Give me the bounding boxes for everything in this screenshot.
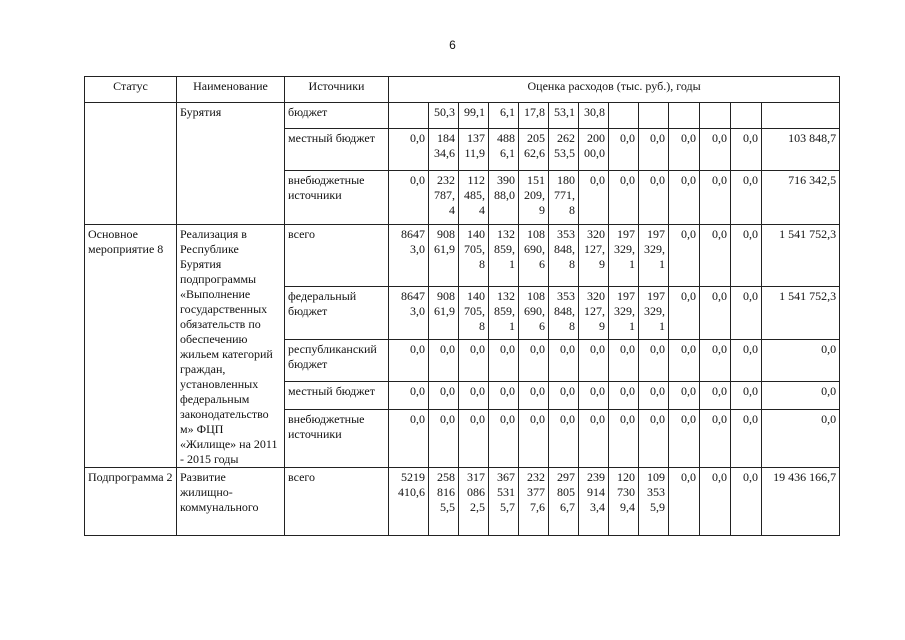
header-sources: Источники — [285, 77, 389, 103]
value-cell: 0,0 — [579, 409, 609, 467]
continuation-name: Бурятия — [177, 103, 285, 225]
value-cell: 908 61,9 — [429, 286, 459, 339]
value-cell: 99,1 — [459, 103, 489, 129]
value-cell — [639, 103, 669, 129]
value-cell: 232 377 7,6 — [519, 468, 549, 536]
value-cell: 320 127, 9 — [579, 225, 609, 287]
value-cell: 197 329, 1 — [609, 225, 639, 287]
value-cell: 0,0 — [609, 382, 639, 410]
value-cell: 0,0 — [731, 225, 762, 287]
value-cell: 8647 3,0 — [389, 286, 429, 339]
value-cell: 0,0 — [639, 339, 669, 381]
value-cell: 0,0 — [731, 409, 762, 467]
source-cell: внебюджетные источники — [285, 171, 389, 225]
value-cell: 367 531 5,7 — [489, 468, 519, 536]
total-cell: 0,0 — [762, 409, 840, 467]
value-cell: 0,0 — [669, 339, 700, 381]
value-cell: 0,0 — [489, 339, 519, 381]
value-cell: 0,0 — [700, 171, 731, 225]
value-cell: 132 859, 1 — [489, 225, 519, 287]
value-cell: 0,0 — [731, 286, 762, 339]
value-cell: 0,0 — [700, 382, 731, 410]
value-cell: 0,0 — [579, 171, 609, 225]
header-name: Наименование — [177, 77, 285, 103]
page-number: 6 — [449, 38, 456, 52]
table-row — [85, 225, 840, 287]
value-cell: 108 690, 6 — [519, 225, 549, 287]
value-cell: 320 127, 9 — [579, 286, 609, 339]
value-cell: 0,0 — [609, 129, 639, 171]
value-cell: 197 329, 1 — [639, 286, 669, 339]
value-cell: 0,0 — [669, 409, 700, 467]
value-cell: 197 329, 1 — [639, 225, 669, 287]
value-cell: 0,0 — [389, 339, 429, 381]
value-cell: 0,0 — [700, 225, 731, 287]
value-cell: 5219 410,6 — [389, 468, 429, 536]
value-cell: 140 705, 8 — [459, 286, 489, 339]
value-cell: 0,0 — [639, 129, 669, 171]
value-cell: 0,0 — [389, 129, 429, 171]
value-cell: 0,0 — [731, 339, 762, 381]
total-cell: 0,0 — [762, 339, 840, 381]
value-cell: 0,0 — [579, 339, 609, 381]
value-cell: 0,0 — [669, 129, 700, 171]
value-cell: 6,1 — [489, 103, 519, 129]
value-cell: 50,3 — [429, 103, 459, 129]
subprogram2-status: Подпрограмма 2 — [85, 468, 177, 536]
measure8-status: Основное мероприятие 8 — [85, 225, 177, 468]
value-cell: 0,0 — [639, 382, 669, 410]
value-cell — [609, 103, 639, 129]
header-status: Статус — [85, 77, 177, 103]
subprogram2-name: Развитие жилищно- коммунального — [177, 468, 285, 536]
value-cell: 53,1 — [549, 103, 579, 129]
value-cell: 0,0 — [639, 409, 669, 467]
source-cell: всего — [285, 468, 389, 536]
value-cell: 197 329, 1 — [609, 286, 639, 339]
value-cell: 0,0 — [579, 382, 609, 410]
total-cell: 103 848,7 — [762, 129, 840, 171]
value-cell: 0,0 — [609, 339, 639, 381]
total-cell — [762, 103, 840, 129]
total-cell: 1 541 752,3 — [762, 225, 840, 287]
value-cell — [669, 103, 700, 129]
value-cell: 908 61,9 — [429, 225, 459, 287]
value-cell: 0,0 — [700, 409, 731, 467]
value-cell: 0,0 — [609, 409, 639, 467]
source-cell: федеральный бюджет — [285, 286, 389, 339]
continuation-status — [85, 103, 177, 225]
value-cell: 0,0 — [731, 382, 762, 410]
value-cell: 0,0 — [549, 409, 579, 467]
source-cell: всего — [285, 225, 389, 287]
value-cell: 0,0 — [429, 409, 459, 467]
value-cell: 0,0 — [389, 171, 429, 225]
value-cell: 132 859, 1 — [489, 286, 519, 339]
value-cell: 112 485, 4 — [459, 171, 489, 225]
value-cell: 0,0 — [669, 382, 700, 410]
value-cell: 0,0 — [669, 468, 700, 536]
value-cell: 0,0 — [429, 382, 459, 410]
value-cell: 0,0 — [489, 409, 519, 467]
value-cell: 232 787, 4 — [429, 171, 459, 225]
value-cell: 0,0 — [731, 468, 762, 536]
value-cell: 8647 3,0 — [389, 225, 429, 287]
value-cell: 0,0 — [669, 286, 700, 339]
header-row — [85, 77, 840, 103]
value-cell — [389, 103, 429, 129]
value-cell: 109 353 5,9 — [639, 468, 669, 536]
value-cell: 108 690, 6 — [519, 286, 549, 339]
value-cell: 0,0 — [669, 171, 700, 225]
value-cell: 0,0 — [700, 129, 731, 171]
value-cell: 262 53,5 — [549, 129, 579, 171]
value-cell: 0,0 — [731, 129, 762, 171]
measure8-name: Реализация в Республике Бурятия подпрограммы «Выполнение государственных обязательств по обеспечению жильем категорий граждан, установленных федеральным законодательство м» ФЦП «Жилище» на 2011 - 2015 годы — [177, 225, 285, 468]
value-cell: 180 771, 8 — [549, 171, 579, 225]
source-cell: внебюджетные источники — [285, 409, 389, 467]
total-cell: 19 436 166,7 — [762, 468, 840, 536]
value-cell — [731, 103, 762, 129]
value-cell: 137 11,9 — [459, 129, 489, 171]
value-cell: 0,0 — [700, 286, 731, 339]
total-cell: 1 541 752,3 — [762, 286, 840, 339]
table-row — [85, 468, 840, 536]
value-cell: 488 6,1 — [489, 129, 519, 171]
value-cell: 0,0 — [429, 339, 459, 381]
value-cell: 297 805 6,7 — [549, 468, 579, 536]
value-cell: 0,0 — [519, 382, 549, 410]
value-cell: 200 00,0 — [579, 129, 609, 171]
total-cell: 716 342,5 — [762, 171, 840, 225]
value-cell: 140 705, 8 — [459, 225, 489, 287]
value-cell: 0,0 — [519, 409, 549, 467]
value-cell: 0,0 — [389, 382, 429, 410]
value-cell: 0,0 — [700, 468, 731, 536]
value-cell: 0,0 — [731, 171, 762, 225]
value-cell: 353 848, 8 — [549, 225, 579, 287]
value-cell: 0,0 — [669, 225, 700, 287]
value-cell: 151 209, 9 — [519, 171, 549, 225]
source-cell: республиканский бюджет — [285, 339, 389, 381]
source-cell: местный бюджет — [285, 382, 389, 410]
value-cell: 120 730 9,4 — [609, 468, 639, 536]
source-cell: местный бюджет — [285, 129, 389, 171]
value-cell: 0,0 — [459, 339, 489, 381]
value-cell: 0,0 — [489, 382, 519, 410]
value-cell: 0,0 — [519, 339, 549, 381]
value-cell: 0,0 — [459, 382, 489, 410]
value-cell: 0,0 — [549, 339, 579, 381]
value-cell: 0,0 — [389, 409, 429, 467]
source-cell: бюджет — [285, 103, 389, 129]
value-cell — [700, 103, 731, 129]
value-cell: 30,8 — [579, 103, 609, 129]
budget-table — [84, 76, 840, 536]
value-cell: 390 88,0 — [489, 171, 519, 225]
value-cell: 317 086 2,5 — [459, 468, 489, 536]
value-cell: 205 62,6 — [519, 129, 549, 171]
header-estimate: Оценка расходов (тыс. руб.), годы — [389, 77, 840, 103]
value-cell: 353 848, 8 — [549, 286, 579, 339]
value-cell: 17,8 — [519, 103, 549, 129]
value-cell: 239 914 3,4 — [579, 468, 609, 536]
value-cell: 184 34,6 — [429, 129, 459, 171]
value-cell: 0,0 — [549, 382, 579, 410]
value-cell: 0,0 — [639, 171, 669, 225]
value-cell: 0,0 — [459, 409, 489, 467]
value-cell: 0,0 — [609, 171, 639, 225]
total-cell: 0,0 — [762, 382, 840, 410]
value-cell: 0,0 — [700, 339, 731, 381]
value-cell: 258 816 5,5 — [429, 468, 459, 536]
table-row — [85, 103, 840, 129]
